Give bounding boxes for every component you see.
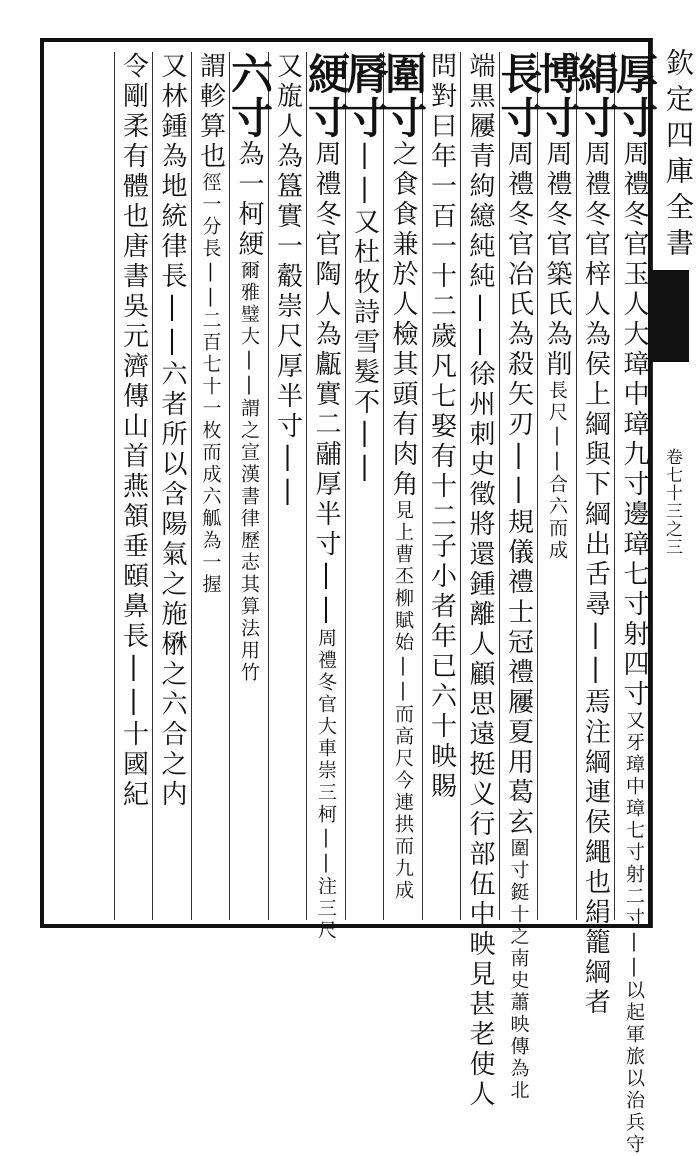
margin-rule <box>652 38 653 928</box>
volume-label: 卷七十三之三 <box>662 448 682 556</box>
annotation-note: 見上曹丕柳賦始||而高尺今連拱而九成 <box>392 500 414 902</box>
text-column <box>340 52 390 920</box>
annotation-note: 長尺||合六而成 <box>546 380 568 562</box>
text-column <box>571 52 621 1018</box>
entry-heading: 綆寸 <box>302 52 351 140</box>
column-text: 令剛柔有體也唐書吳元濟傳山首燕頷垂頤鼻長||十國紀 <box>118 52 149 810</box>
text-column <box>533 52 582 920</box>
annotation-note: 又牙璋中璋七寸射二寸||以起軍旅以治兵守 <box>623 710 645 1156</box>
column-text: 周禮冬官梓人為侯上綱與下綱出舌尋||焉注綱連侯繩也絹籠綱者 <box>580 140 611 1018</box>
annotation-note: 圍寸鋌十之南史蕭映傳為北 <box>507 838 530 1102</box>
text-column <box>152 52 190 920</box>
annotation-note: 周禮冬官大車崇三柯||注三尺 <box>315 628 337 942</box>
entry-heading: 圍寸 <box>379 52 428 140</box>
column-text: 謂軫算也 <box>195 52 226 172</box>
column-text: 又林鍾為地統律長||六者所以含陽氣之施楙之六合之内 <box>157 52 187 810</box>
column-text: 周禮冬官築氏為削 <box>542 140 572 380</box>
text-column <box>191 52 229 920</box>
entry-heading: 脣寸 <box>340 52 390 140</box>
text-column <box>302 52 351 942</box>
margin-strip <box>652 38 695 928</box>
column-text: 端黒屨青絇繶純純||徐州刺史徵將還鍾離人顧思遠挺义行部伍中映見甚老使人 <box>465 52 495 1110</box>
column-text: 周禮冬官玉人大璋中璋九寸邊璋七寸射四寸 <box>619 140 649 710</box>
column-text: 之食食兼於人檢其頭有肉角 <box>388 140 418 500</box>
column-text: 周禮冬官陶人為甗實二鬴厚半寸|| <box>311 140 341 628</box>
column-text: 問對曰年一百一十二歲凡七娶有十二子小者年已六十映賜 <box>426 52 457 802</box>
entry-heading: 厚寸 <box>610 52 659 140</box>
column-text: 周禮冬官冶氏為殺矢刃||規儀禮士冠禮屨夏用葛玄 <box>503 140 534 838</box>
annotation-note: 爾雅璧大||謂之宣漢書律歷志其算法用竹 <box>238 260 260 684</box>
entry-heading: 絹寸 <box>571 52 621 140</box>
entry-heading: 長寸 <box>494 52 544 140</box>
text-column <box>494 52 544 1102</box>
text-column <box>114 52 152 920</box>
text-column <box>225 52 274 920</box>
text-column <box>610 52 659 1156</box>
text-column <box>422 52 460 920</box>
text-column <box>268 52 306 920</box>
entry-heading: 六寸 <box>225 52 274 140</box>
column-text: 為一柯綆 <box>234 140 264 260</box>
column-text: ||又杜牧詩雪髮不|| <box>349 140 380 486</box>
black-fishtail-mark <box>652 270 689 362</box>
annotation-note: 徑一分長||二百七十一枚而成六觚為一握 <box>199 172 222 596</box>
text-column <box>460 52 498 1110</box>
entry-heading: 博寸 <box>533 52 582 140</box>
text-column <box>379 52 428 920</box>
book-title: 欽定四庫全書 <box>662 48 695 264</box>
column-text: 又旊人為簋實一觳崇尺厚半寸|| <box>272 52 303 510</box>
